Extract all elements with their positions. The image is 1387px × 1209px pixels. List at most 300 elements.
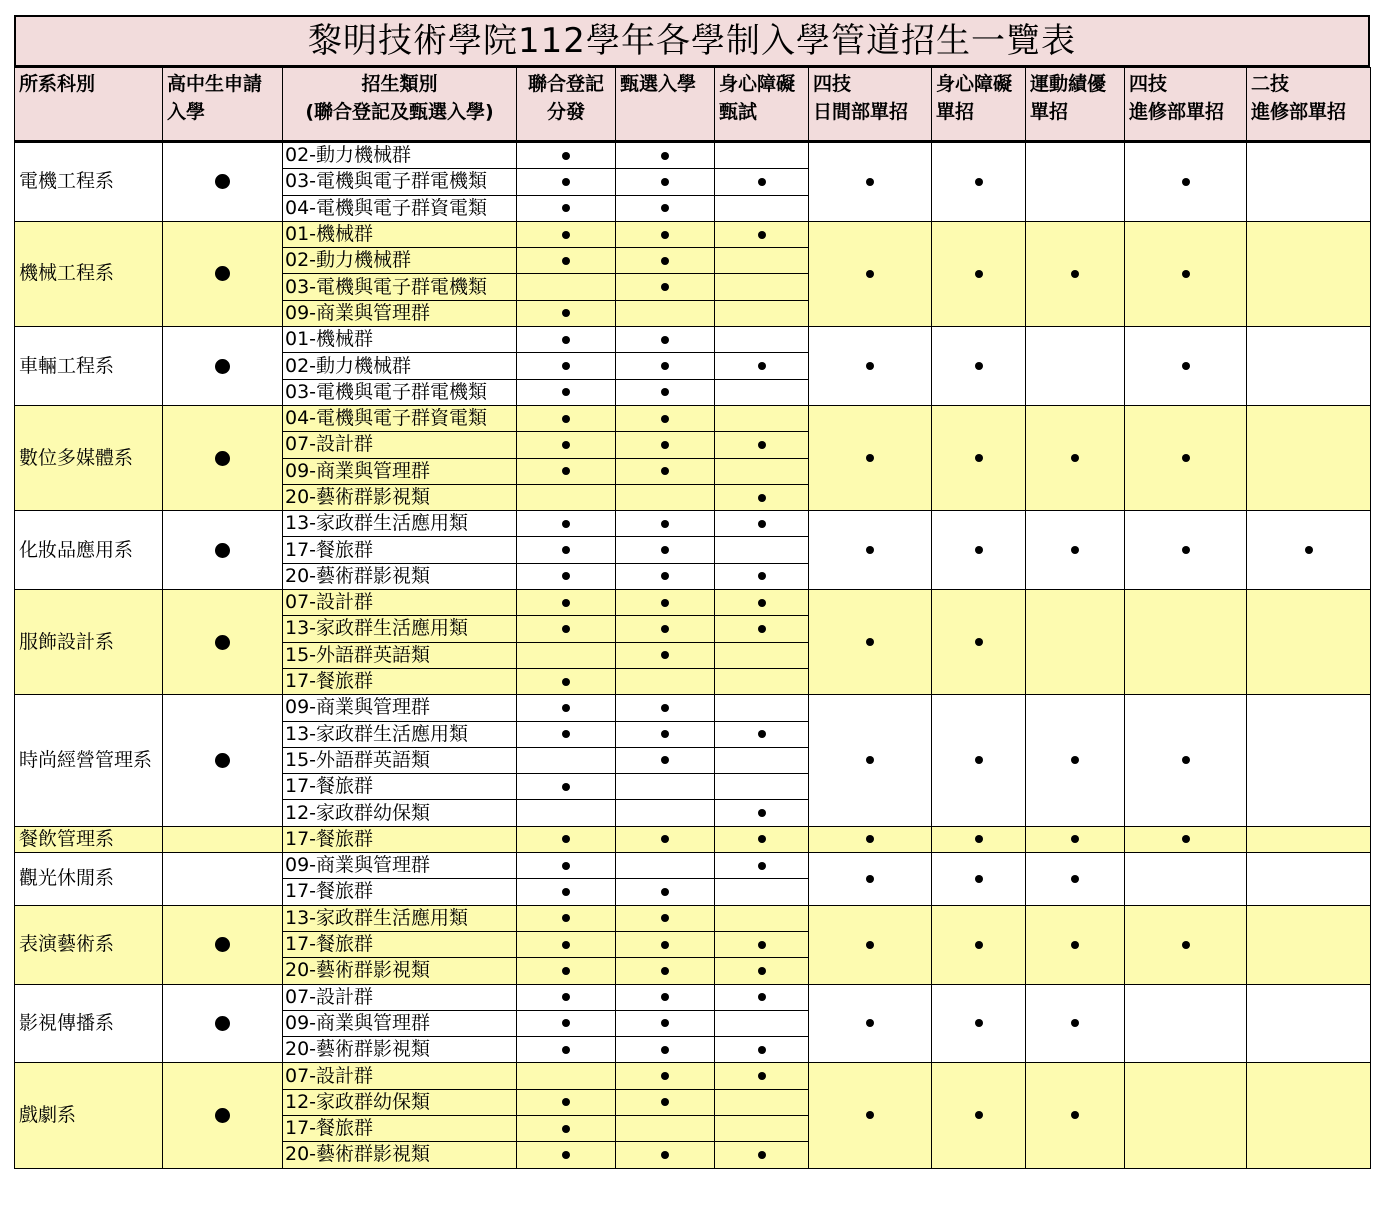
- mark-cell: [1026, 1063, 1125, 1168]
- category-label: 15-外語群英語類: [283, 747, 517, 773]
- mark-cell: [715, 879, 809, 905]
- mark-cell: [932, 221, 1026, 326]
- header-category: 招生類別 (聯合登記及甄選入學): [283, 68, 517, 142]
- bullet-icon: [866, 835, 874, 843]
- mark-cell: [715, 826, 809, 852]
- bullet-icon: [758, 178, 766, 186]
- mark-cell: [715, 905, 809, 931]
- mark-cell: [517, 379, 616, 405]
- bullet-icon: [758, 231, 766, 239]
- bullet-icon: [975, 1019, 983, 1027]
- bullet-icon: [661, 362, 669, 370]
- mark-cell: [715, 984, 809, 1010]
- mark-cell: [616, 484, 715, 510]
- mark-cell: [517, 853, 616, 879]
- category-label: 02-動力機械群: [283, 248, 517, 274]
- mark-cell: [715, 379, 809, 405]
- mark-cell: [1125, 853, 1247, 906]
- bullet-icon: [758, 862, 766, 870]
- bullet-icon: [562, 257, 570, 265]
- mark-cell: [616, 405, 715, 431]
- category-label: 09-商業與管理群: [283, 853, 517, 879]
- bullet-icon: [1071, 941, 1079, 949]
- mark-cell: [715, 774, 809, 800]
- mark-cell: [616, 616, 715, 642]
- category-label: 04-電機與電子群資電類: [283, 405, 517, 431]
- bullet-icon: [1182, 941, 1190, 949]
- mark-cell: [809, 1063, 932, 1168]
- bullet-icon: [661, 415, 669, 423]
- mark-cell: [932, 984, 1026, 1063]
- bullet-icon: [562, 1098, 570, 1106]
- bullet-icon: [562, 1019, 570, 1027]
- table-row: [15, 221, 1371, 247]
- dept-name: 時尚經營管理系: [15, 695, 163, 826]
- bullet-icon: [1071, 835, 1079, 843]
- mark-cell: [163, 853, 283, 906]
- bullet-icon: [562, 1151, 570, 1159]
- mark-cell: [616, 958, 715, 984]
- bullet-icon: [1182, 362, 1190, 370]
- mark-cell: [163, 142, 283, 222]
- mark-cell: [715, 1037, 809, 1063]
- bullet-icon: [866, 756, 874, 764]
- mark-cell: [1125, 1063, 1247, 1168]
- dept-name: 餐飲管理系: [15, 826, 163, 852]
- bullet-icon: [1071, 756, 1079, 764]
- bullet-icon: [758, 599, 766, 607]
- mark-cell: [715, 668, 809, 694]
- mark-cell: [517, 695, 616, 721]
- category-label: 12-家政群幼保類: [283, 1089, 517, 1115]
- bullet-icon: [661, 599, 669, 607]
- category-label: 03-電機與電子群電機類: [283, 169, 517, 195]
- mark-cell: [163, 1063, 283, 1168]
- mark-cell: [616, 432, 715, 458]
- bullet-icon: [975, 178, 983, 186]
- mark-cell: [1125, 695, 1247, 826]
- bullet-icon: [758, 494, 766, 502]
- mark-cell: [616, 879, 715, 905]
- bullet-icon: [661, 1072, 669, 1080]
- table-row: [15, 826, 1371, 852]
- mark-cell: [932, 905, 1026, 984]
- category-label: 09-商業與管理群: [283, 300, 517, 326]
- header-day-4yr: 四技 日間部單招: [809, 68, 932, 142]
- bullet-icon: [562, 415, 570, 423]
- mark-cell: [1026, 590, 1125, 695]
- mark-cell: [715, 484, 809, 510]
- header-row: [15, 68, 1371, 142]
- bullet-icon: [975, 1111, 983, 1119]
- dept-name: 戲劇系: [15, 1063, 163, 1168]
- bullet-icon: [661, 888, 669, 896]
- mark-cell: [1026, 327, 1125, 406]
- mark-cell: [1247, 590, 1371, 695]
- table-row: [15, 853, 1371, 879]
- category-label: 07-設計群: [283, 590, 517, 616]
- mark-cell: [715, 642, 809, 668]
- bullet-icon: [1182, 546, 1190, 554]
- mark-cell: [616, 695, 715, 721]
- mark-cell: [715, 195, 809, 221]
- dept-name: 機械工程系: [15, 221, 163, 326]
- mark-cell: [932, 142, 1026, 222]
- category-label: 09-商業與管理群: [283, 1010, 517, 1036]
- mark-cell: [517, 353, 616, 379]
- bullet-icon: [661, 178, 669, 186]
- bullet-icon: [1071, 546, 1079, 554]
- header-select: 甄選入學: [616, 68, 715, 142]
- mark-cell: [932, 405, 1026, 510]
- mark-cell: [517, 537, 616, 563]
- mark-cell: [715, 327, 809, 353]
- category-label: 17-餐旅群: [283, 537, 517, 563]
- mark-cell: [932, 327, 1026, 406]
- bullet-large-icon: [215, 937, 230, 952]
- bullet-icon: [866, 178, 874, 186]
- bullet-icon: [562, 678, 570, 686]
- category-label: 17-餐旅群: [283, 668, 517, 694]
- header-sports: 運動績優 單招: [1026, 68, 1125, 142]
- category-label: 07-設計群: [283, 432, 517, 458]
- mark-cell: [1026, 853, 1125, 906]
- mark-cell: [616, 274, 715, 300]
- mark-cell: [1026, 221, 1125, 326]
- bullet-icon: [758, 941, 766, 949]
- mark-cell: [517, 169, 616, 195]
- mark-cell: [517, 958, 616, 984]
- category-label: 07-設計群: [283, 984, 517, 1010]
- mark-cell: [809, 826, 932, 852]
- mark-cell: [616, 327, 715, 353]
- bullet-icon: [975, 638, 983, 646]
- bullet-icon: [661, 388, 669, 396]
- mark-cell: [616, 668, 715, 694]
- bullet-icon: [661, 914, 669, 922]
- dept-name: 影視傳播系: [15, 984, 163, 1063]
- bullet-icon: [562, 599, 570, 607]
- category-label: 04-電機與電子群資電類: [283, 195, 517, 221]
- bullet-icon: [661, 336, 669, 344]
- category-label: 17-餐旅群: [283, 879, 517, 905]
- bullet-large-icon: [215, 266, 230, 281]
- bullet-icon: [866, 941, 874, 949]
- bullet-icon: [661, 967, 669, 975]
- mark-cell: [932, 1063, 1026, 1168]
- bullet-icon: [562, 388, 570, 396]
- mark-cell: [1125, 142, 1247, 222]
- category-label: 13-家政群生活應用類: [283, 721, 517, 747]
- mark-cell: [932, 511, 1026, 590]
- table-row: [15, 984, 1371, 1010]
- bullet-icon: [562, 441, 570, 449]
- mark-cell: [715, 721, 809, 747]
- mark-cell: [1247, 142, 1371, 222]
- mark-cell: [715, 616, 809, 642]
- bullet-icon: [975, 835, 983, 843]
- mark-cell: [715, 248, 809, 274]
- bullet-icon: [661, 204, 669, 212]
- dept-name: 電機工程系: [15, 142, 163, 222]
- mark-cell: [715, 958, 809, 984]
- bullet-icon: [562, 309, 570, 317]
- category-label: 09-商業與管理群: [283, 458, 517, 484]
- bullet-icon: [758, 835, 766, 843]
- dept-name: 觀光休閒系: [15, 853, 163, 906]
- bullet-icon: [562, 1046, 570, 1054]
- category-label: 20-藝術群影視類: [283, 1037, 517, 1063]
- category-label: 03-電機與電子群電機類: [283, 379, 517, 405]
- mark-cell: [932, 826, 1026, 852]
- mark-cell: [715, 695, 809, 721]
- mark-cell: [715, 590, 809, 616]
- mark-cell: [715, 405, 809, 431]
- bullet-icon: [661, 625, 669, 633]
- mark-cell: [616, 248, 715, 274]
- mark-cell: [616, 800, 715, 826]
- bullet-icon: [661, 257, 669, 265]
- bullet-icon: [975, 362, 983, 370]
- table-row: [15, 142, 1371, 169]
- category-label: 01-機械群: [283, 327, 517, 353]
- bullet-icon: [661, 467, 669, 475]
- mark-cell: [809, 695, 932, 826]
- bullet-icon: [562, 835, 570, 843]
- category-label: 01-機械群: [283, 221, 517, 247]
- mark-cell: [715, 747, 809, 773]
- admission-table: [14, 67, 1371, 1169]
- bullet-icon: [661, 1019, 669, 1027]
- table-row: [15, 590, 1371, 616]
- mark-cell: [517, 931, 616, 957]
- mark-cell: [1125, 905, 1247, 984]
- mark-cell: [1247, 695, 1371, 826]
- mark-cell: [517, 984, 616, 1010]
- mark-cell: [517, 642, 616, 668]
- bullet-icon: [661, 704, 669, 712]
- mark-cell: [517, 905, 616, 931]
- mark-cell: [1125, 826, 1247, 852]
- mark-cell: [616, 774, 715, 800]
- table-row: [15, 905, 1371, 931]
- mark-cell: [517, 274, 616, 300]
- admission-overview: [14, 15, 1370, 1169]
- mark-cell: [715, 931, 809, 957]
- mark-cell: [616, 1010, 715, 1036]
- category-label: 02-動力機械群: [283, 142, 517, 169]
- bullet-icon: [661, 546, 669, 554]
- header-disabled-single: 身心障礙 單招: [932, 68, 1026, 142]
- category-label: 17-餐旅群: [283, 826, 517, 852]
- header-disabled-exam: 身心障礙 甄試: [715, 68, 809, 142]
- mark-cell: [163, 511, 283, 590]
- mark-cell: [616, 195, 715, 221]
- category-label: 20-藝術群影視類: [283, 958, 517, 984]
- bullet-icon: [562, 178, 570, 186]
- mark-cell: [517, 590, 616, 616]
- mark-cell: [715, 1142, 809, 1168]
- bullet-icon: [866, 1111, 874, 1119]
- bullet-icon: [661, 835, 669, 843]
- mark-cell: [517, 405, 616, 431]
- mark-cell: [1026, 905, 1125, 984]
- bullet-icon: [661, 1151, 669, 1159]
- bullet-icon: [758, 1046, 766, 1054]
- bullet-icon: [758, 362, 766, 370]
- mark-cell: [809, 142, 932, 222]
- table-row: [15, 405, 1371, 431]
- mark-cell: [1026, 984, 1125, 1063]
- category-label: 17-餐旅群: [283, 1115, 517, 1141]
- bullet-icon: [562, 730, 570, 738]
- mark-cell: [517, 458, 616, 484]
- mark-cell: [715, 221, 809, 247]
- mark-cell: [1247, 221, 1371, 326]
- mark-cell: [616, 300, 715, 326]
- bullet-icon: [975, 454, 983, 462]
- bullet-icon: [758, 1072, 766, 1080]
- mark-cell: [932, 590, 1026, 695]
- mark-cell: [616, 142, 715, 169]
- mark-cell: [517, 221, 616, 247]
- mark-cell: [809, 405, 932, 510]
- dept-name: 表演藝術系: [15, 905, 163, 984]
- mark-cell: [616, 353, 715, 379]
- mark-cell: [517, 826, 616, 852]
- bullet-icon: [758, 1151, 766, 1159]
- bullet-icon: [1182, 178, 1190, 186]
- category-label: 02-動力機械群: [283, 353, 517, 379]
- mark-cell: [616, 537, 715, 563]
- bullet-icon: [975, 270, 983, 278]
- bullet-large-icon: [215, 1016, 230, 1031]
- mark-cell: [715, 1063, 809, 1089]
- mark-cell: [932, 853, 1026, 906]
- mark-cell: [1125, 221, 1247, 326]
- header-hs-apply: 高中生申請 入學: [163, 68, 283, 142]
- mark-cell: [616, 169, 715, 195]
- bullet-icon: [661, 730, 669, 738]
- mark-cell: [1026, 142, 1125, 222]
- mark-cell: [1247, 327, 1371, 406]
- table-row: [15, 511, 1371, 537]
- mark-cell: [715, 853, 809, 879]
- bullet-icon: [562, 467, 570, 475]
- bullet-icon: [975, 756, 983, 764]
- table-row: [15, 327, 1371, 353]
- bullet-icon: [661, 941, 669, 949]
- bullet-icon: [758, 730, 766, 738]
- mark-cell: [1247, 984, 1371, 1063]
- header-joint: 聯合登記 分發: [517, 68, 616, 142]
- header-dept: 所系科別: [15, 68, 163, 142]
- mark-cell: [517, 774, 616, 800]
- mark-cell: [517, 432, 616, 458]
- mark-cell: [809, 590, 932, 695]
- mark-cell: [517, 721, 616, 747]
- bullet-icon: [562, 888, 570, 896]
- mark-cell: [517, 248, 616, 274]
- mark-cell: [715, 353, 809, 379]
- bullet-icon: [866, 454, 874, 462]
- mark-cell: [616, 379, 715, 405]
- mark-cell: [517, 1037, 616, 1063]
- category-label: 15-外語群英語類: [283, 642, 517, 668]
- mark-cell: [163, 590, 283, 695]
- mark-cell: [616, 826, 715, 852]
- mark-cell: [715, 432, 809, 458]
- bullet-icon: [866, 270, 874, 278]
- mark-cell: [517, 484, 616, 510]
- mark-cell: [715, 511, 809, 537]
- table-row: [15, 1063, 1371, 1089]
- bullet-icon: [866, 362, 874, 370]
- mark-cell: [715, 300, 809, 326]
- mark-cell: [809, 327, 932, 406]
- bullet-icon: [562, 520, 570, 528]
- mark-cell: [616, 747, 715, 773]
- bullet-icon: [758, 520, 766, 528]
- bullet-icon: [562, 231, 570, 239]
- category-label: 13-家政群生活應用類: [283, 905, 517, 931]
- bullet-large-icon: [215, 753, 230, 768]
- mark-cell: [163, 826, 283, 852]
- bullet-icon: [562, 967, 570, 975]
- bullet-icon: [1071, 875, 1079, 883]
- dept-name: 化妝品應用系: [15, 511, 163, 590]
- bullet-icon: [661, 231, 669, 239]
- mark-cell: [809, 511, 932, 590]
- mark-cell: [715, 800, 809, 826]
- mark-cell: [517, 563, 616, 589]
- header-night-4yr: 四技 進修部單招: [1125, 68, 1247, 142]
- category-label: 09-商業與管理群: [283, 695, 517, 721]
- mark-cell: [616, 563, 715, 589]
- category-label: 07-設計群: [283, 1063, 517, 1089]
- bullet-large-icon: [215, 1108, 230, 1123]
- bullet-icon: [661, 651, 669, 659]
- bullet-icon: [661, 1046, 669, 1054]
- dept-name: 車輛工程系: [15, 327, 163, 406]
- header-night-2yr: 二技 進修部單招: [1247, 68, 1371, 142]
- mark-cell: [1247, 853, 1371, 906]
- mark-cell: [517, 747, 616, 773]
- bullet-icon: [562, 625, 570, 633]
- mark-cell: [517, 1089, 616, 1115]
- mark-cell: [517, 327, 616, 353]
- bullet-large-icon: [215, 543, 230, 558]
- mark-cell: [809, 984, 932, 1063]
- mark-cell: [616, 853, 715, 879]
- mark-cell: [1247, 511, 1371, 590]
- dept-name: 服飾設計系: [15, 590, 163, 695]
- mark-cell: [1125, 590, 1247, 695]
- bullet-icon: [562, 152, 570, 160]
- bullet-icon: [1182, 454, 1190, 462]
- bullet-icon: [661, 756, 669, 764]
- mark-cell: [517, 195, 616, 221]
- bullet-icon: [975, 941, 983, 949]
- bullet-icon: [562, 1125, 570, 1133]
- table-row: [15, 695, 1371, 721]
- mark-cell: [1247, 905, 1371, 984]
- mark-cell: [715, 537, 809, 563]
- mark-cell: [715, 1089, 809, 1115]
- bullet-icon: [661, 993, 669, 1001]
- mark-cell: [715, 1010, 809, 1036]
- bullet-icon: [661, 572, 669, 580]
